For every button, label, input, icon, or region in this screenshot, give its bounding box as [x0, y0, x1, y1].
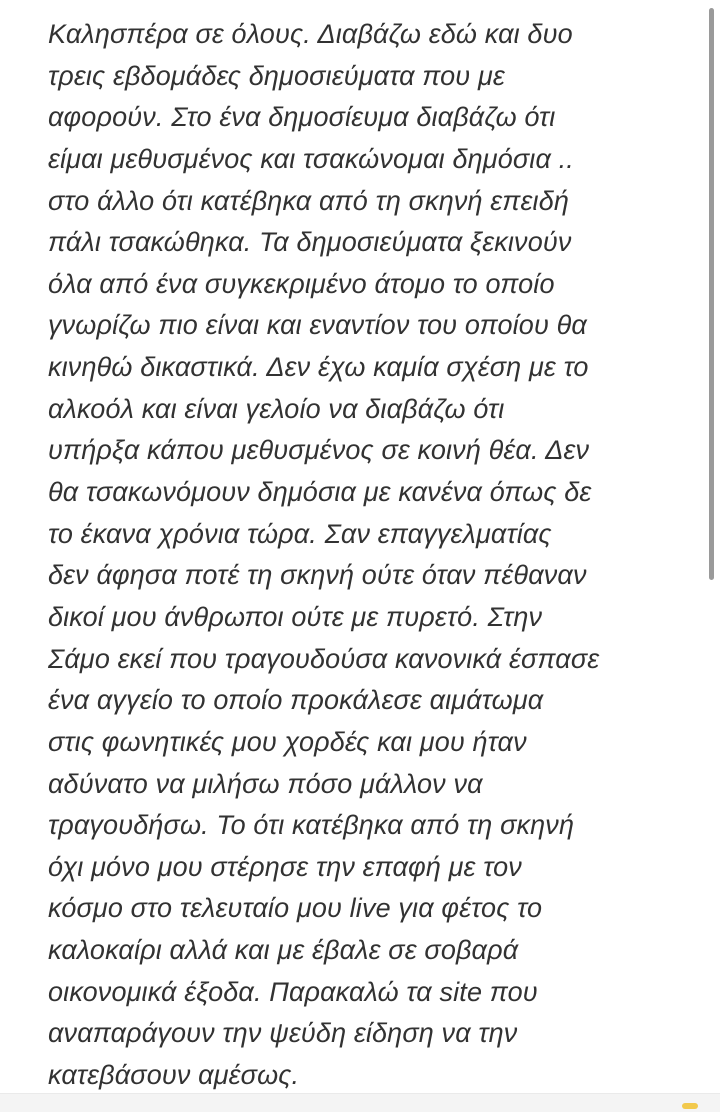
note-line: όχι μόνο μου στέρησε την επαφή με τον	[48, 851, 522, 882]
note-line: όλα από ένα συγκεκριμένο άτομο το οποίο	[48, 268, 555, 299]
note-line: είμαι μεθυσμένος και τσακώνομαι δημόσια ..	[48, 143, 574, 174]
note-line: στις φωνητικές μου χορδές και μου ήταν	[48, 726, 527, 757]
note-line: τρεις εβδομάδες δημοσιεύματα που με	[48, 60, 505, 91]
accent-marker-icon	[682, 1103, 698, 1109]
note-line: κινηθώ δικαστικά. Δεν έχω καμία σχέση με το	[48, 352, 589, 383]
note-line: καλοκαίρι αλλά και με έβαλε σε σοβαρά	[48, 935, 519, 966]
note-line: οικονομικά έξοδα. Παρακαλώ τα site που	[48, 976, 538, 1007]
bottom-toolbar	[0, 1093, 720, 1112]
note-line: δικοί μου άνθρωποι ούτε με πυρετό. Στην	[48, 601, 543, 632]
note-line: Καλησπέρα σε όλους. Διαβάζω εδώ και δυο	[48, 19, 573, 49]
note-line: τραγουδήσω. Το ότι κατέβηκα από τη σκηνή	[48, 810, 575, 841]
note-line: κόσμο στο τελευταίο μου live για φέτος το	[48, 893, 543, 924]
note-line: αφορούν. Στο ένα δημοσίευμα διαβάζω ότι	[48, 102, 556, 133]
note-line: γνωρίζω πιο είναι και εναντίον του οποίου θα	[48, 310, 587, 341]
note-body[interactable]	[48, 14, 708, 1097]
note-line: θα τσακωνόμουν δημόσια με κανένα όπως δε	[48, 477, 592, 508]
vertical-scrollbar[interactable]	[709, 8, 714, 580]
note-line: υπήρξα κάπου μεθυσμένος σε κοινή θέα. Δεν	[48, 435, 590, 466]
note-line: ένα αγγείο το οποίο προκάλεσε αιμάτωμα	[48, 685, 544, 716]
note-line: αναπαράγουν την ψεύδη είδηση να την	[48, 1018, 518, 1049]
note-line: δεν άφησα ποτέ τη σκηνή ούτε όταν πέθαναν	[48, 560, 587, 591]
note-line: Σάμο εκεί που τραγουδούσα κανονικά έσπασε	[48, 643, 600, 674]
note-line: κατεβάσουν αμέσως.	[48, 1060, 300, 1091]
note-line: πάλι τσακώθηκα. Τα δημοσιεύματα ξεκινούν	[48, 227, 572, 258]
note-line: το έκανα χρόνια τώρα. Σαν επαγγελματίας	[48, 518, 552, 549]
note-line: αλκοόλ και είναι γελοίο να διαβάζω ότι	[48, 393, 505, 424]
note-line: στο άλλο ότι κατέβηκα από τη σκηνή επειδή	[48, 185, 569, 216]
note-line: αδύνατο να μιλήσω πόσο μάλλον να	[48, 768, 483, 799]
